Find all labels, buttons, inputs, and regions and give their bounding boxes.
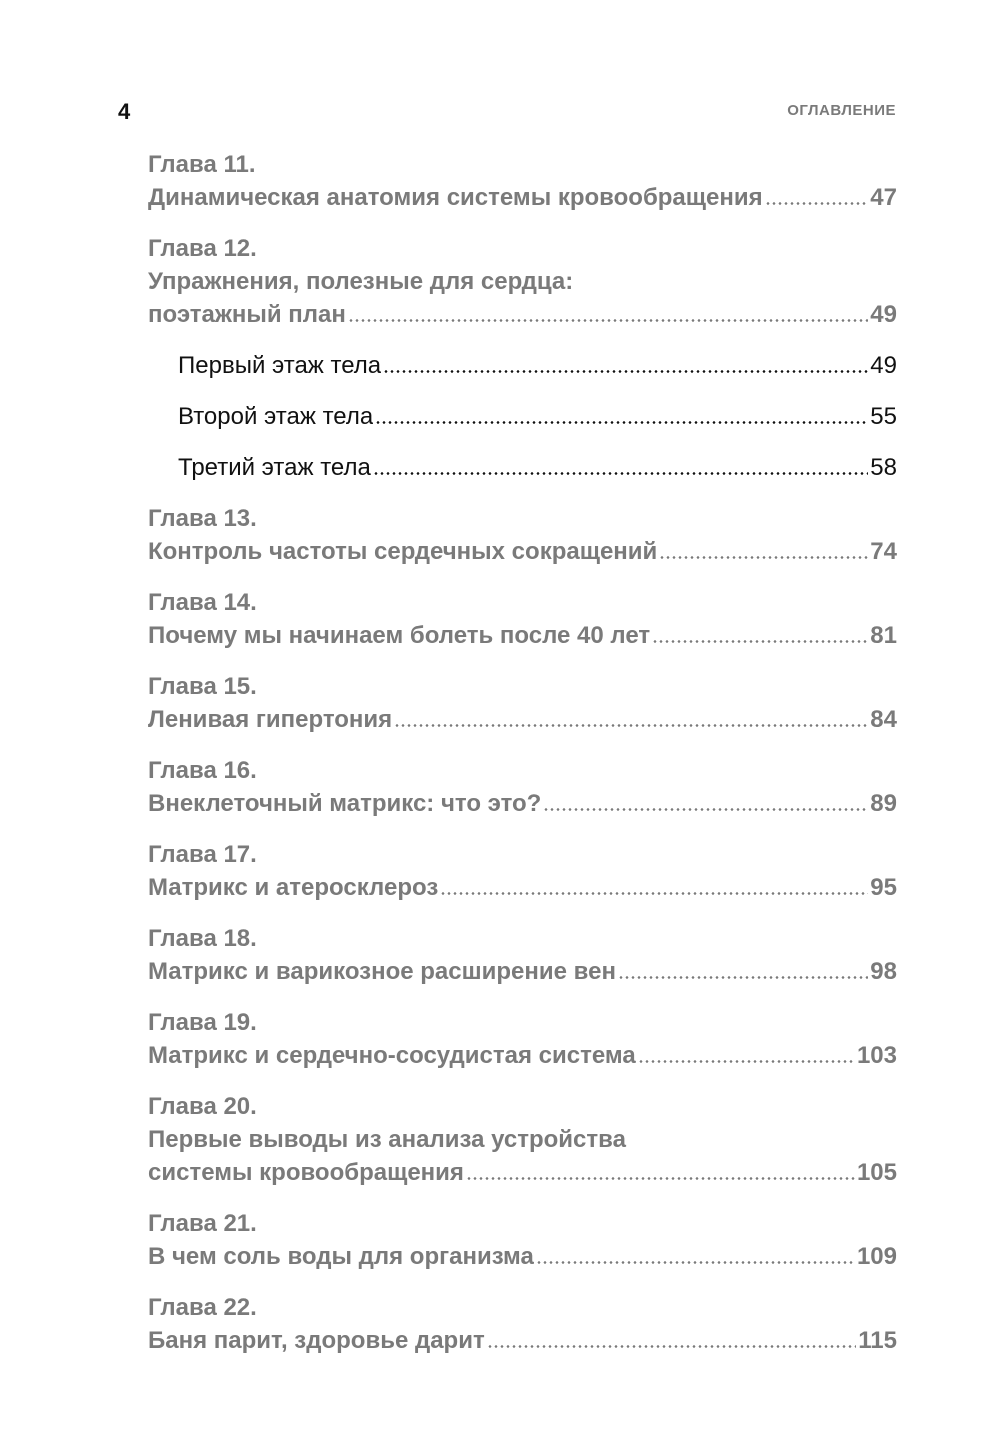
toc-chapter: [148, 670, 897, 736]
chapter-entry[interactable]: [148, 1240, 897, 1273]
dot-leader: [487, 1345, 857, 1348]
page-number-ref: 74: [870, 538, 897, 565]
section-title: Третий этаж тела: [178, 454, 371, 481]
chapter-label: Глава 17.: [148, 841, 257, 868]
toc-chapter: [148, 754, 897, 820]
toc-section: [178, 400, 897, 433]
dot-leader: [659, 556, 868, 559]
chapter-entry[interactable]: [148, 871, 897, 904]
toc-chapter: [148, 1006, 897, 1072]
toc-chapter: [148, 586, 897, 652]
chapter-title: Внеклеточный матрикс: что это?: [148, 790, 542, 817]
chapter-title: Ленивая гипертония: [148, 706, 393, 733]
dot-leader: [394, 724, 868, 727]
page-number-ref: 89: [870, 790, 897, 817]
page-number-ref: 81: [870, 622, 897, 649]
chapter-label: Глава 22.: [148, 1294, 257, 1321]
toc-chapter: [148, 1291, 897, 1357]
toc-chapter: [148, 148, 897, 214]
running-header: ОГЛАВЛЕНИЕ: [787, 102, 896, 119]
chapter-title: Баня парит, здоровье дарит: [148, 1327, 485, 1354]
chapter-label: Глава 12.: [148, 235, 257, 262]
chapter-label: Глава 13.: [148, 505, 257, 532]
dot-leader: [383, 370, 868, 373]
page-number-ref: 55: [870, 403, 897, 430]
page-number-ref: 47: [870, 184, 897, 211]
chapter-title: Матрикс и сердечно-сосудистая система: [148, 1042, 636, 1069]
section-title: Первый этаж тела: [178, 352, 382, 379]
section-title: Второй этаж тела: [178, 403, 374, 430]
chapter-title: поэтажный план: [148, 301, 346, 328]
dot-leader: [373, 472, 868, 475]
page-number: 4: [118, 99, 131, 124]
dot-leader: [638, 1060, 855, 1063]
chapter-entry[interactable]: [148, 619, 897, 652]
chapter-entry[interactable]: [148, 703, 897, 736]
chapter-label: Глава 14.: [148, 589, 257, 616]
chapter-label: Глава 19.: [148, 1009, 257, 1036]
page-number-ref: 115: [858, 1327, 897, 1354]
section-entry[interactable]: [178, 451, 897, 484]
toc-chapter: [148, 502, 897, 568]
dot-leader: [348, 319, 868, 322]
chapter-entry[interactable]: [148, 1156, 897, 1189]
chapter-entry[interactable]: [148, 955, 897, 988]
section-entry[interactable]: [178, 400, 897, 433]
toc-chapter: [148, 1207, 897, 1273]
chapter-label: Глава 15.: [148, 673, 257, 700]
chapter-title: Почему мы начинаем болеть после 40 лет: [148, 622, 651, 649]
dot-leader: [543, 808, 868, 811]
chapter-title-line: Первые выводы из анализа устройства: [148, 1126, 626, 1153]
toc-section: [178, 451, 897, 484]
section-list: [148, 349, 897, 484]
chapter-label: Глава 16.: [148, 757, 257, 784]
dot-leader: [466, 1177, 855, 1180]
chapter-title: Динамическая анатомия системы кровообращения: [148, 184, 763, 211]
dot-leader: [618, 976, 868, 979]
chapter-title: Матрикс и варикозное расширение вен: [148, 958, 616, 985]
chapter-entry[interactable]: [148, 181, 897, 214]
chapter-title: Матрикс и атеросклероз: [148, 874, 439, 901]
chapter-title: В чем соль воды для организма: [148, 1243, 534, 1270]
toc-chapter: [148, 232, 897, 484]
page-number-ref: 49: [870, 352, 897, 379]
table-of-contents: [148, 148, 897, 1375]
dot-leader: [652, 640, 868, 643]
chapter-label: Глава 18.: [148, 925, 257, 952]
toc-chapter: [148, 838, 897, 904]
page-number-ref: 109: [856, 1243, 897, 1270]
chapter-label: Глава 20.: [148, 1093, 257, 1120]
toc-chapter: [148, 1090, 897, 1189]
chapter-title-line: Упражнения, полезные для сердца:: [148, 268, 574, 295]
dot-leader: [375, 421, 868, 424]
chapter-entry[interactable]: [148, 1324, 897, 1357]
section-entry[interactable]: [178, 349, 897, 382]
dot-leader: [765, 202, 869, 205]
chapter-entry[interactable]: [148, 1039, 897, 1072]
dot-leader: [440, 892, 868, 895]
page-number-ref: 84: [870, 706, 897, 733]
page-number-ref: 58: [870, 454, 897, 481]
chapter-label: Глава 11.: [148, 151, 256, 178]
chapter-entry[interactable]: [148, 298, 897, 331]
chapter-title: системы кровообращения: [148, 1159, 464, 1186]
chapter-label: Глава 21.: [148, 1210, 257, 1237]
chapter-title: Контроль частоты сердечных сокращений: [148, 538, 658, 565]
toc-section: [178, 349, 897, 382]
page-number-ref: 95: [870, 874, 897, 901]
page-number-ref: 103: [856, 1042, 897, 1069]
chapter-entry[interactable]: [148, 787, 897, 820]
toc-chapter: [148, 922, 897, 988]
page-number-ref: 98: [870, 958, 897, 985]
chapter-entry[interactable]: [148, 535, 897, 568]
page-number-ref: 49: [870, 301, 897, 328]
page-number-ref: 105: [856, 1159, 897, 1186]
dot-leader: [536, 1261, 855, 1264]
